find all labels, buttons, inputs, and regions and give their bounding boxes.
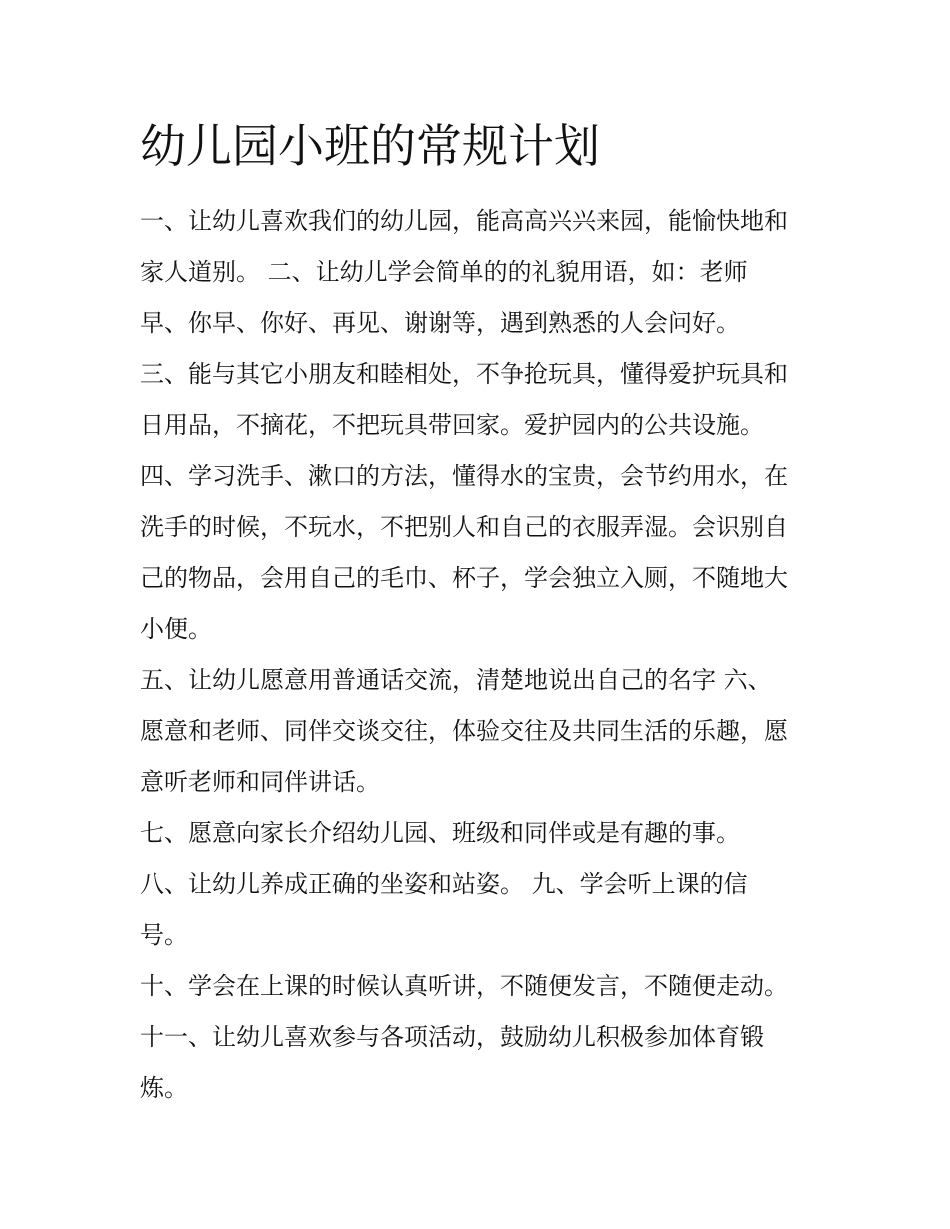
text-line: 洗手的时候，不玩水，不把别人和自己的衣服弄湿。会识别自 bbox=[140, 513, 788, 541]
text-line: 七、愿意向家长介绍幼儿园、班级和同伴或是有趣的事。 bbox=[140, 819, 740, 847]
text-line: 五、让幼儿愿意用普通话交流，清楚地说出自己的名字 六、 bbox=[140, 666, 772, 694]
page-title: 幼儿园小班的常规计划 bbox=[140, 119, 600, 173]
text-line: 己的物品，会用自己的毛巾、杯子，学会独立入厕，不随地大 bbox=[140, 564, 788, 592]
text-line: 一、让幼儿喜欢我们的幼儿园，能高高兴兴来园，能愉快地和 bbox=[140, 207, 788, 235]
text-line: 小便。 bbox=[140, 615, 212, 643]
text-line: 家人道别。 二、让幼儿学会简单的的礼貌用语，如：老师 bbox=[140, 258, 748, 286]
text-line: 三、能与其它小朋友和睦相处，不争抢玩具，懂得爱护玩具和 bbox=[140, 360, 788, 388]
text-line: 愿意和老师、同伴交谈交往，体验交往及共同生活的乐趣，愿 bbox=[140, 717, 788, 745]
text-line: 八、让幼儿养成正确的坐姿和站姿。 九、学会听上课的信 bbox=[140, 870, 748, 898]
text-line: 早、你早、你好、再见、谢谢等，遇到熟悉的人会问好。 bbox=[140, 309, 740, 337]
document-body bbox=[140, 196, 840, 1114]
text-line: 四、学习洗手、漱口的方法，懂得水的宝贵，会节约用水，在 bbox=[140, 462, 788, 490]
text-line: 十一、让幼儿喜欢参与各项活动，鼓励幼儿积极参加体育锻 bbox=[140, 1023, 764, 1051]
text-line: 炼。 bbox=[140, 1074, 188, 1102]
text-line: 十、学会在上课的时候认真听讲，不随便发言，不随便走动。 bbox=[140, 972, 788, 1000]
text-line: 意听老师和同伴讲话。 bbox=[140, 768, 380, 796]
text-line: 日用品，不摘花，不把玩具带回家。爱护园内的公共设施。 bbox=[140, 411, 764, 439]
text-line: 号。 bbox=[140, 921, 188, 949]
